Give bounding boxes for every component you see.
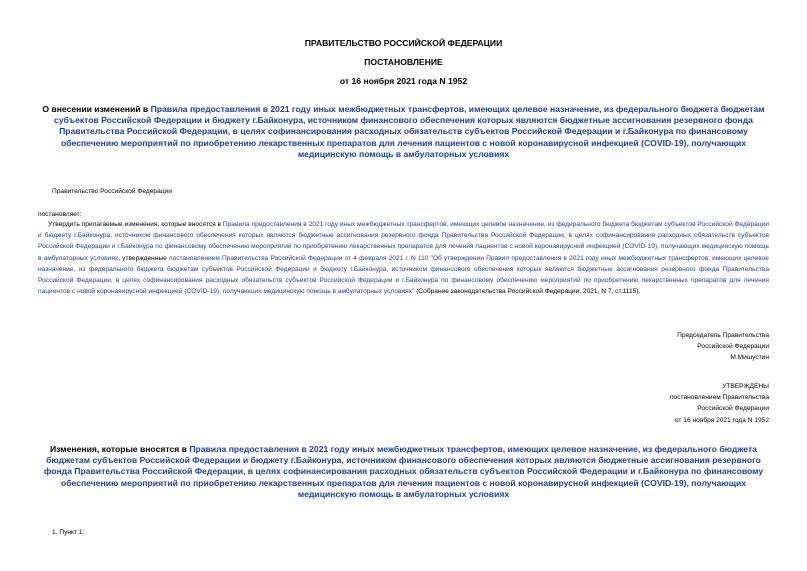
item-1: 1. Пункт 1: [52, 529, 85, 536]
changes-title-rules-link[interactable]: Правила предоставления в 2021 году иных межбюджетных трансфертов, имеющих целевое назначение, из федерального бюджета бюджетам субъектов Российской Федерации и бюджету г.Байконура, источником финансового обеспечения которых являются бюджетные ассигнования резервного фонда Правительства Российской Федерации, в целях софинансирования расходных обязательств субъектов Российской Федерации и г.Байконура по финансовому обеспечению мероприятий по приобретению лекарственных препаратов для лечения пациентов с новой коронавирусной инфекцией (COVID-19), получающих медицинскую помощь в амбулаторных условиях [43, 444, 764, 499]
signature-name: М.Мишустин [730, 354, 769, 362]
paragraph-text-c: (Собрание законодательства Российской Федерации, 2021, N 7, ст.1115). [414, 288, 641, 296]
changes-title-prefix: Изменения, которые вносятся в [50, 444, 190, 454]
approval-line-2: постановлением Правительства [669, 394, 769, 402]
paragraph-text-a: Утвердить прилагаемые изменения, которые вносятся в [48, 221, 223, 228]
document-date-number: от 16 ноября 2021 года N 1952 [339, 76, 468, 86]
document-title [38, 104, 769, 160]
paragraph-text-b: , утвержденные [118, 254, 169, 262]
approval-line-4: от 16 ноября 2021 года N 1952 [674, 416, 769, 424]
approval-line-3: Российской Федерации [697, 405, 769, 413]
title-rules-link[interactable]: Правила предоставления в 2021 году иных межбюджетных трансфертов, имеющих целевое назначение, из федерального бюджета бюджетам субъектов Российской Федерации и бюджету г.Байконура, источником финансового обеспечения которых являются бюджетные ассигнования резервного фонда Правительства Российской Федерации, в целях софинансирования расходных обязательств субъектов Российской Федерации и г.Байконура по финансовому обеспечению мероприятий по приобретению лекарственных препаратов для лечения пациентов с новой коронавирусной инфекцией (COVID-19), получающих медицинскую помощь в амбулаторных условиях [54, 104, 765, 159]
issuer: Правительство Российской Федерации [52, 188, 172, 195]
signature-block [677, 330, 769, 364]
decides-label: постановляет: [38, 211, 82, 218]
document-type: ПОСТАНОВЛЕНИЕ [364, 57, 443, 67]
rules-link[interactable]: Правила предоставления в 2021 году иных межбюджетных трансфертов, имеющих целевое назначение, из федерального бюджета бюджетам субъектов Российской Федерации и бюджету г.Байконура, источником финансового обеспечения которых являются бюджетные ассигнования резервного фонда Правительства Российской Федерации, в целях софинансирования расходных обязательств субъектов Российской Федерации и г.Байконура по финансовому обеспечению мероприятий по приобретению лекарственных препаратов для лечения пациентов с новой коронавирусной инфекцией (COVID-19), получающих медицинскую помощь в амбулаторных условиях [38, 221, 769, 262]
resolution-paragraph [38, 219, 769, 297]
signature-country: Российской Федерации [697, 343, 769, 351]
resolution-110-link[interactable]: постановлением Правительства Российской Федерации от 4 февраля 2021 г. N 110 "Об утверждении Правил предоставления в 2021 году иных межбюджетных трансфертов, имеющих целевое назначение, из федерального бюджета бюджетам субъектов Российской Федерации и бюджету г.Байконура, источником финансового обеспечения которых являются бюджетные ассигнования резервного фонда Правительства Российской Федерации, в целях софинансирования расходных обязательств субъектов Российской Федерации и г.Байконура по финансовому обеспечению мероприятий по приобретению лекарственных препаратов для лечения пациентов с новой коронавирусной инфекцией (COVID-19), получающих медицинскую помощь в амбулаторных условиях" [38, 254, 769, 296]
title-prefix: О внесении изменений в [42, 104, 151, 114]
government-name: ПРАВИТЕЛЬСТВО РОССИЙСКОЙ ФЕДЕРАЦИИ [304, 38, 503, 48]
changes-title [38, 444, 769, 500]
approval-heading: УТВЕРЖДЕНЫ [722, 383, 769, 390]
approval-block [670, 381, 769, 426]
signature-position: Председатель Правительства [677, 332, 769, 339]
